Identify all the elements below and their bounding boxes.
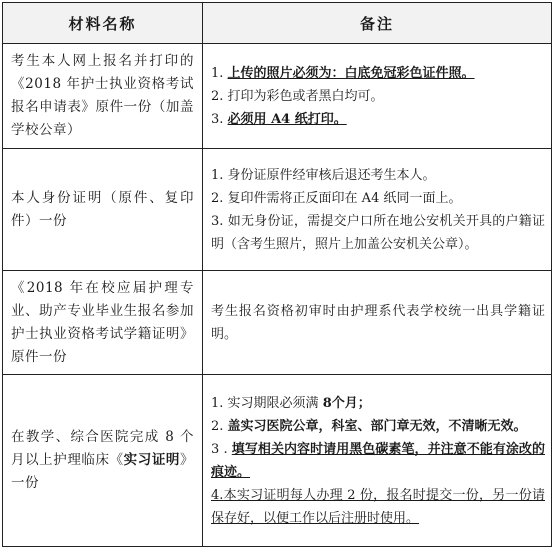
remarks-cell: [203, 375, 552, 547]
remark-item: 2. 打印为彩色或者黑白均可。: [211, 88, 384, 104]
remarks-cell: [203, 149, 552, 271]
header-remarks: 备注: [203, 3, 552, 44]
material-text: 考生本人网上报名并打印的《2018 年护士执业资格考试报名申请表》原件一份（加盖学校公章）: [11, 53, 194, 138]
material-highlight: 实习证明: [123, 452, 181, 468]
material-cell: [3, 44, 203, 149]
remark-item: 2. 盖实习医院公章，科室、部门章无效，不清晰无效。: [211, 418, 527, 434]
remark-item: 3 . 填写相关内容时请用黑色碳素笔，并注意不能有涂改的痕迹。: [211, 441, 545, 480]
remarks-cell: [203, 271, 552, 375]
remark-text: 考生报名资格初审时由护理系代表学校统一出具学籍证明。: [211, 303, 545, 342]
table-row: [3, 44, 552, 149]
material-cell: 在教学、综合医院完成 8 个月以上护理临床《实习证明》一份: [3, 375, 203, 547]
remark-item: 2. 复印件需将正反面印在 A4 纸同一面上。: [211, 190, 462, 206]
remark-item: 4.本实习证明每人办理 2 份，报名时提交一份，另一份请保存好，以便工作以后注册时使用。: [211, 487, 545, 526]
remark-item: 1. 身份证原件经审核后退还考生本人。: [211, 167, 436, 183]
table-row: [3, 149, 552, 271]
remark-item: 3. 必须用 A4 纸打印。: [211, 111, 347, 127]
header-material-name: 材料名称: [3, 3, 203, 44]
material-cell: [3, 271, 203, 375]
remark-item: 1. 上传的照片必须为：白底免冠彩色证件照。: [211, 65, 475, 81]
table-row: [3, 375, 552, 547]
remark-item: 3. 如无身份证，需提交户口所在地公安机关开具的户籍证明（含考生照片，照片上加盖公安机关公章）。: [211, 213, 545, 252]
remark-item: 1. 实习期限必须满 8个月；: [211, 395, 371, 411]
material-text: 《2018 年在校应届护理专业、助产专业毕业生报名参加护士执业资格考试学籍证明》原件一份: [11, 279, 194, 365]
material-cell: [3, 149, 203, 271]
table-row: [3, 271, 552, 375]
materials-table: [2, 2, 552, 547]
remarks-cell: [203, 44, 552, 149]
table-header-row: [3, 3, 552, 44]
material-text: 本人身份证明（原件、复印件）一份: [11, 189, 194, 229]
